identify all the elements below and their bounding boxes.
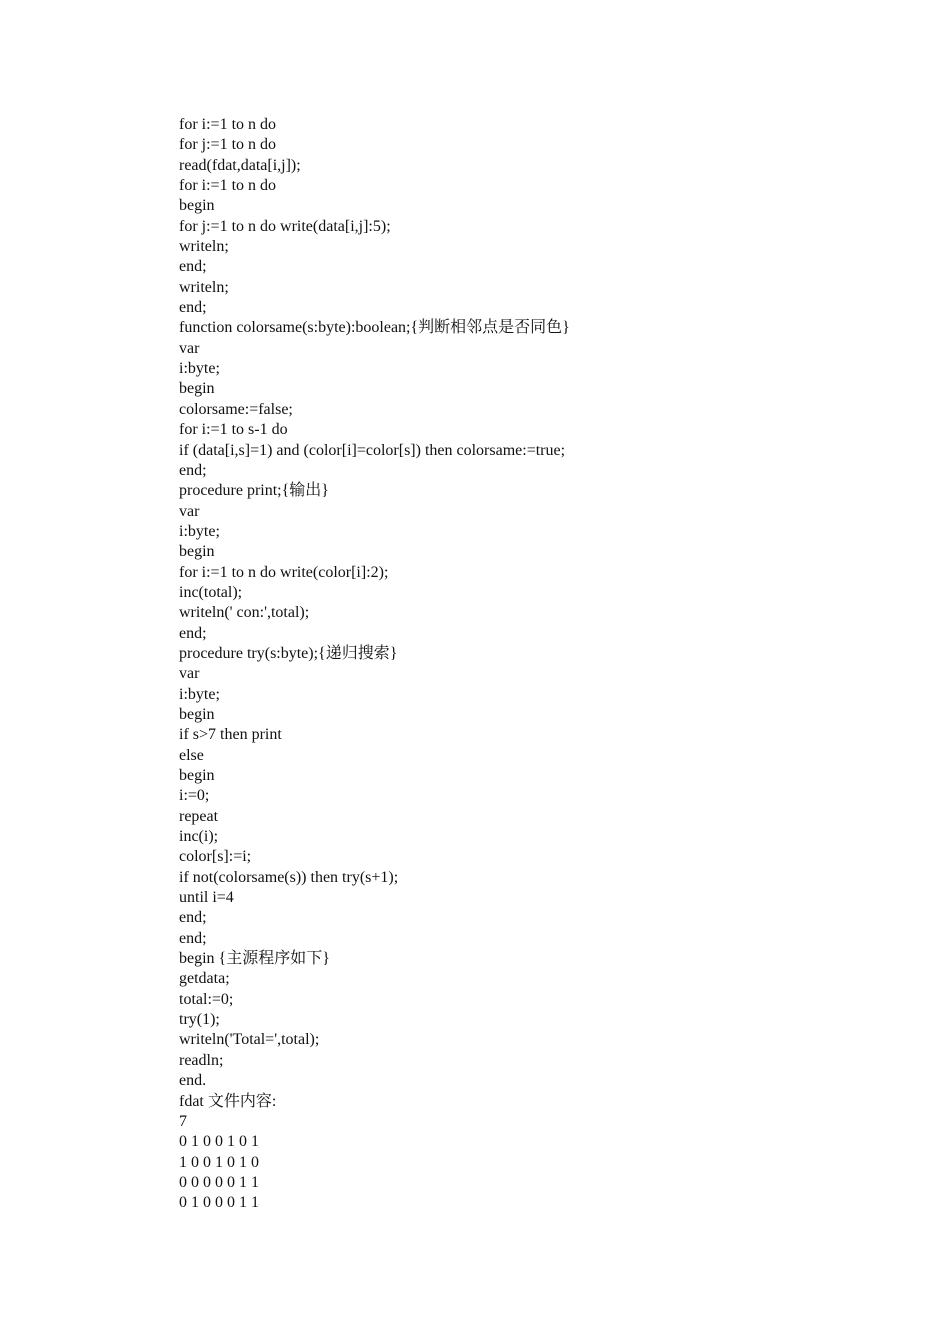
code-line: begin xyxy=(179,705,215,723)
code-line: procedure print;{输出} xyxy=(179,482,329,500)
code-line: 7 xyxy=(179,1112,187,1130)
code-line: 0 1 0 0 0 1 1 xyxy=(179,1194,259,1212)
code-line: until i=4 xyxy=(179,889,234,907)
code-line: 0 0 0 0 0 1 1 xyxy=(179,1173,259,1191)
code-line: total:=0; xyxy=(179,990,234,1008)
code-line: writeln(' con:',total); xyxy=(179,604,310,622)
code-line: var xyxy=(179,665,200,683)
code-line: color[s]:=i; xyxy=(179,848,252,866)
code-line: if not(colorsame(s)) then try(s+1); xyxy=(179,868,399,886)
code-line: if s>7 then print xyxy=(179,726,282,744)
code-line: writeln; xyxy=(179,278,229,296)
code-line: colorsame:=false; xyxy=(179,400,293,418)
code-line: for i:=1 to n do write(color[i]:2); xyxy=(179,563,389,581)
code-line: 1 0 0 1 0 1 0 xyxy=(179,1153,259,1171)
code-line: i:byte; xyxy=(179,522,220,540)
code-line: writeln('Total=',total); xyxy=(179,1031,320,1049)
code-line: i:byte; xyxy=(179,360,220,378)
code-line: inc(i); xyxy=(179,828,219,846)
code-line: var xyxy=(179,339,200,357)
code-line: if (data[i,s]=1) and (color[i]=color[s]) then colorsame:=true; xyxy=(179,441,566,459)
code-line: else xyxy=(179,746,204,764)
code-line: for j:=1 to n do xyxy=(179,136,277,154)
code-line: for i:=1 to n do xyxy=(179,116,277,133)
code-line: readln; xyxy=(179,1051,224,1069)
code-line: for i:=1 to n do xyxy=(179,177,277,195)
code-line: try(1); xyxy=(179,1011,220,1029)
code-listing xyxy=(179,115,570,1214)
code-line: begin xyxy=(179,380,215,398)
code-line: end; xyxy=(179,909,207,927)
code-line: begin xyxy=(179,767,215,784)
code-line: for i:=1 to s-1 do xyxy=(179,421,288,439)
code-line: end. xyxy=(179,1072,207,1090)
code-line: for j:=1 to n do write(data[i,j]:5); xyxy=(179,217,391,235)
code-line: begin {主源程序如下} xyxy=(179,950,330,968)
code-line: end; xyxy=(179,624,207,642)
code-line: function colorsame(s:byte):boolean;{判断相邻点是否同色} xyxy=(179,319,570,337)
code-line: writeln; xyxy=(179,238,229,256)
code-line: procedure try(s:byte);{递归搜索} xyxy=(179,644,398,662)
code-line: fdat 文件内容: xyxy=(179,1092,277,1110)
code-line: end; xyxy=(179,929,207,947)
code-line: 0 1 0 0 1 0 1 xyxy=(179,1133,259,1151)
code-line: end; xyxy=(179,299,207,317)
code-line: end; xyxy=(179,258,207,276)
code-line: read(fdat,data[i,j]); xyxy=(179,156,301,174)
code-line: i:byte; xyxy=(179,685,220,703)
code-line: repeat xyxy=(179,807,219,825)
code-line: inc(total); xyxy=(179,583,243,601)
code-line: i:=0; xyxy=(179,787,210,805)
code-line: begin xyxy=(179,197,215,215)
code-line: begin xyxy=(179,543,215,561)
code-line: getdata; xyxy=(179,970,230,988)
code-line: var xyxy=(179,502,200,520)
code-line: end; xyxy=(179,461,207,479)
